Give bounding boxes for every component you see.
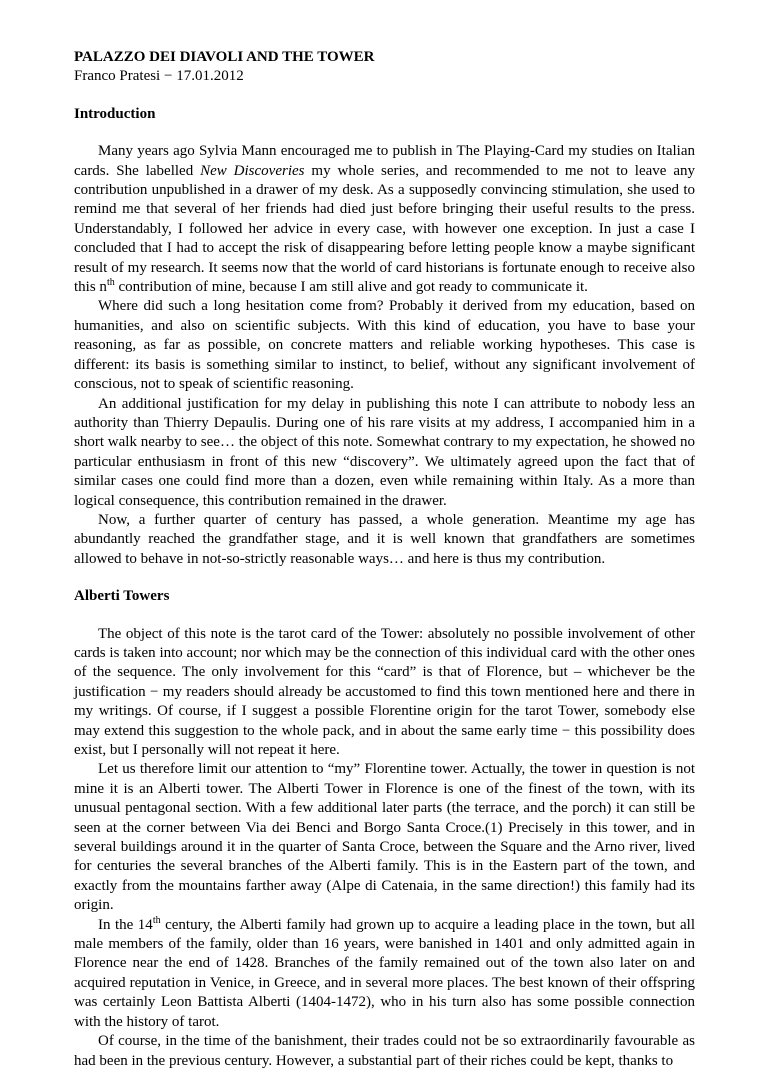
paragraph: Where did such a long hesitation come from? Probably it derived from my education, based on humanities, and also on scientific subjects. With this kind of education, you have to base your reasoning, as far as possible, on concrete matters and reliable working hypotheses. This case is different: its basis is something similar to instinct, to belief, without any significant involvement of conscious, not to speak of scientific reasoning. (74, 298, 695, 393)
paragraph: In the 14th century, the Alberti family had grown up to acquire a leading place in the town, but all male members of the family, older than 16 years, were banished in 1401 and only admitted again in Florence near the end of 1428. Branches of the family remained out of the town also later on and acquired reputation in Venice, in Greece, and in several more places. The best known of their offspring was certainly Leon Battista Alberti (1404-1472), who in his turn also has some possible connection with the history of tarot. (74, 914, 695, 1030)
author-date-line: Franco Pratesi − 17.01.2012 (74, 68, 244, 85)
section-heading-introduction: Introduction (74, 105, 156, 122)
paragraph: Of course, in the time of the banishment, their trades could not be so extraordinarily favourable as had been in the previous century. However, a substantial part of their riches could be kept, thanks to (74, 1033, 695, 1069)
paragraph: Many years ago Sylvia Mann encouraged me to publish in The Playing-Card my studies on Italian cards. She labelled New Discoveries my whole series, and recommended to me not to leave any contribution unpublished in a drawer of my desk. As a supposedly convincing stimulation, she used to remind me that several of her friends had died just before bringing their useful results to the press. Understandably, I followed her advice in every case, with however one exception. In just a case I concluded that I had to accept the risk of disappearing before letting people know a maybe significant result of my research. It seems now that the world of card historians is fortunate enough to receive also this $n^{th}$ contribution of mine, because I am still alive and got ready to communicate it. (74, 143, 695, 296)
document-title: PALAZZO DEI DIAVOLI AND THE TOWER (74, 49, 375, 65)
paragraph: The object of this note is the tarot card of the Tower: absolutely no possible involvement of other cards is taken into account; nor which may be the connection of this individual card with the other ones of the sequence. The only involvement for this “card” is that of Florence, but – whichever be the justification − my readers should already be accustomed to find this town mentioned here and there in my writings. Of course, if I suggest a possible Florentine origin for the tarot Tower, somebody else may extend this suggestion to the whole pack, and in about the same early time − this possibility does exist, but I personally will not repeat it here. (74, 625, 695, 758)
paragraph: An additional justification for my delay in publishing this note I can attribute to nobody less an authority than Thierry Depaulis. During one of his rare visits at my address, I accompanied him in a short walk nearby to see… the object of this note. Somewhat contrary to my expectation, he showed no particular enthusiasm in front of this new “discovery”. We ultimately agreed upon the fact that of similar cases one could find more than a dozen, even while remaining within Italy. As a more than logical consequence, this contribution remained in the drawer. (74, 395, 695, 509)
paragraph: Let us therefore limit our attention to “my” Florentine tower. Actually, the tower in question is not mine it is an Alberti tower. The Alberti Tower in Florence is one of the finest of the town, with its unusual pentagonal section. With a few additional later parts (the terrace, and the porch) it can still be seen at the corner between Via dei Benci and Borgo Santa Croce.(1) Precisely in this tower, and in several buildings around it in the quarter of Santa Croce, between the Square and the Arno river, lived for centuries the several branches of the Alberti family. This is in the Eastern part of the town, and exactly from the mountains farther away (Alpe di Catenaia, in the same direction!) this family had its origin. (74, 761, 695, 914)
paragraph: Now, a further quarter of century has passed, a whole generation. Meantime my age has abundantly reached the grandfather stage, and it is well known that grandfathers are sometimes allowed to behave in not-so-strictly reasonable ways… and here is thus my contribution. (74, 511, 695, 567)
section-heading-alberti-towers: Alberti Towers (74, 588, 170, 605)
document-page (74, 48, 695, 1071)
